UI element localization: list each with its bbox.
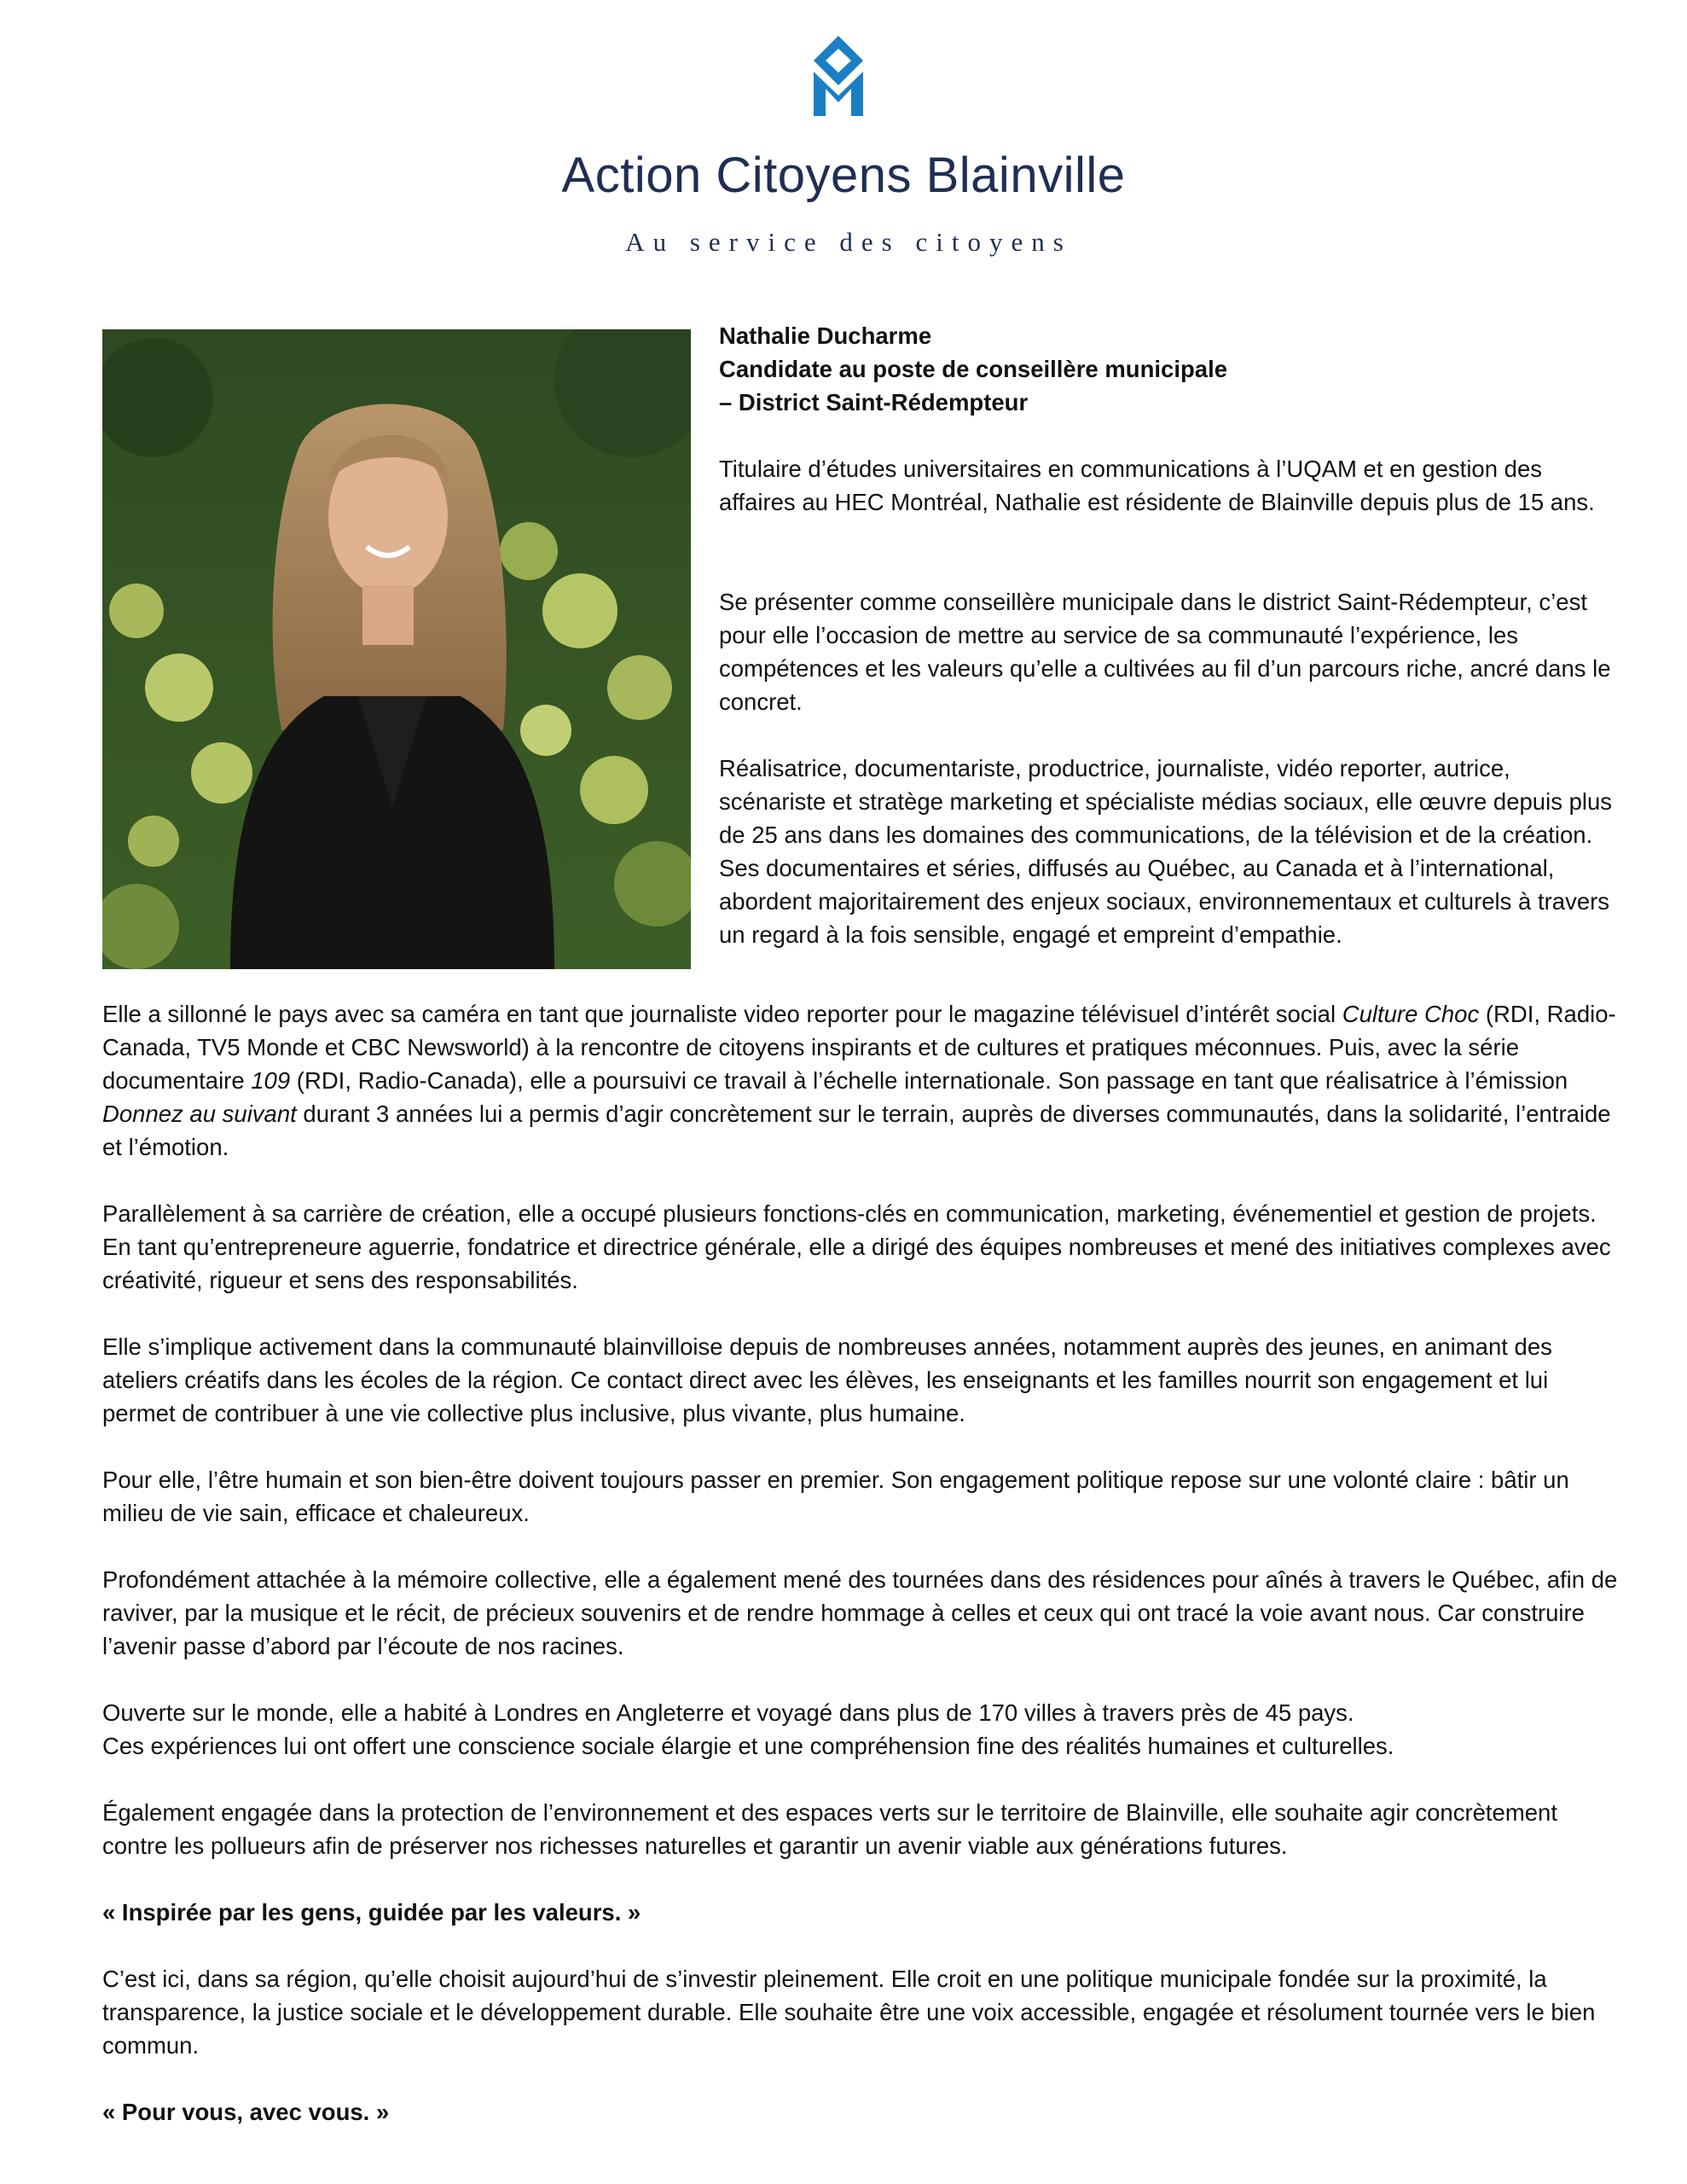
page-header (0, 0, 1687, 282)
text-run: durant 3 années lui a permis d’agir concrètement sur le terrain, auprès de diverses communautés, dans la solidarité, l’entraide et l’émotion. (102, 1101, 1611, 1160)
candidate-name: Nathalie Ducharme (719, 322, 932, 349)
text-line: Ces expériences lui ont offert une conscience sociale élargie et une compréhension fine des réalités humaines et culturelles. (102, 1733, 1394, 1759)
bio-paragraph-environment: Également engagée dans la protection de l’environnement et des espaces verts sur le territoire de Blainville, elle souhaite agir concrètement contre les pollueurs afin de préserver nos richesses naturelles et garantir un avenir viable aux générations futures. (102, 1799, 1557, 1859)
bio-paragraph-commitment: C’est ici, dans sa région, qu’elle choisit aujourd’hui de s’investir pleinement. Elle croit en une politique municipale fondée sur la proximité, la transparence, la justice sociale et le développement durable. Elle souhaite être une voix accessible, engagée et résolument tournée vers le bien commun. (102, 1966, 1596, 2059)
bio-paragraph-career: Réalisatrice, documentariste, productrice, journaliste, vidéo reporter, autrice, scénariste et stratège marketing et spécialiste médias sociaux, elle œuvre depuis plus de 25 ans dans les domaines des communications, de la télévision et de la création. Ses documentaires et séries, diffusés au Québec, au Canada et à l’international, abordent majoritairement des enjeux sociaux, environnementaux et culturels à travers un regard à la fois sensible, engagé et empreint d’empathie. (719, 755, 1613, 948)
candidate-role: Candidate au poste de conseillère municipale (719, 356, 1228, 382)
candidate-heading (719, 319, 1623, 419)
text-run: (RDI, Radio-Canada, TV5 Monde et CBC Newsworld) à la rencontre de citoyens inspirants et de cultures et pratiques méconnues. Puis, avec la série documentaire (102, 1001, 1616, 1094)
bio-paragraph-management: Parallèlement à sa carrière de création, elle a occupé plusieurs fonctions-clés en communication, marketing, événementiel et gestion de projets. En tant qu’entrepreneure aguerrie, fondatrice et directrice générale, elle a dirigé des équipes nombreuses et mené des initiatives complexes avec créativité, rigueur et sens des responsabilités. (102, 1200, 1611, 1293)
quote-for-you: « Pour vous, avec vous. » (102, 2099, 390, 2125)
bio-paragraph-values: Pour elle, l’être humain et son bien-être doivent toujours passer en premier. Son engagement politique repose sur une volonté claire : bâtir un milieu de vie sain, efficace et chaleureux. (102, 1467, 1569, 1526)
show-title-culture-choc: Culture Choc (1342, 1001, 1480, 1027)
house-m-logo-icon (810, 34, 867, 116)
organization-tagline: Au service des citoyens (625, 227, 1072, 257)
bio-paragraph-memory: Profondément attachée à la mémoire collective, elle a également mené des tournées dans des résidences pour aînés à travers le Québec, afin de raviver, par la musique et le récit, de précieux souvenirs et de rendre hommage à celles et ceux qui ont tracé la voie avant nous. Car construire l’avenir passe d’abord par l’écoute de nos racines. (102, 1566, 1618, 1659)
show-title-donnez-au-suivant: Donnez au suivant (102, 1101, 297, 1127)
organization-name: Action Citoyens Blainville (561, 148, 1126, 203)
text-line: Ouverte sur le monde, elle a habité à Londres en Angleterre et voyagé dans plus de 170 villes à travers près de 45 pays. (102, 1699, 1354, 1726)
quote-inspired: « Inspirée par les gens, guidée par les valeurs. » (102, 1899, 641, 1926)
text-run: Elle a sillonné le pays avec sa caméra en tant que journaliste video reporter pour le magazine télévisuel d’intérêt social (102, 1001, 1342, 1027)
candidate-district: – District Saint-Rédempteur (719, 389, 1029, 415)
bio-paragraph-community: Elle s’implique activement dans la communauté blainvilloise depuis de nombreuses années, notamment auprès des jeunes, en animant des ateliers créatifs dans les écoles de la région. Ce contact direct avec les élèves, les enseignants et les familles nourrit son engagement et lui permet de contribuer à une vie collective plus inclusive, plus vivante, plus humaine. (102, 1333, 1552, 1426)
candidate-portrait-photo (102, 329, 691, 969)
bio-paragraph-candidacy: Se présenter comme conseillère municipale dans le district Saint-Rédempteur, c’est pour elle l’occasion de mettre au service de sa communauté l’expérience, les compétences et les valeurs qu’elle a cultivées au fil d’un parcours riche, ancré dans le concret. (719, 589, 1611, 715)
bio-paragraph-education: Titulaire d’études universitaires en communications à l’UQAM et en gestion des affaires au HEC Montréal, Nathalie est résidente de Blainville depuis plus de 15 ans. (719, 456, 1595, 515)
show-title-109: 109 (251, 1067, 291, 1094)
text-run: (RDI, Radio-Canada), elle a poursuivi ce travail à l’échelle internationale. Son passage en tant que réalisatrice à l’émission (290, 1067, 1568, 1094)
bio-paragraph-travel (102, 1696, 1620, 1763)
bio-paragraph-television (102, 997, 1620, 1164)
